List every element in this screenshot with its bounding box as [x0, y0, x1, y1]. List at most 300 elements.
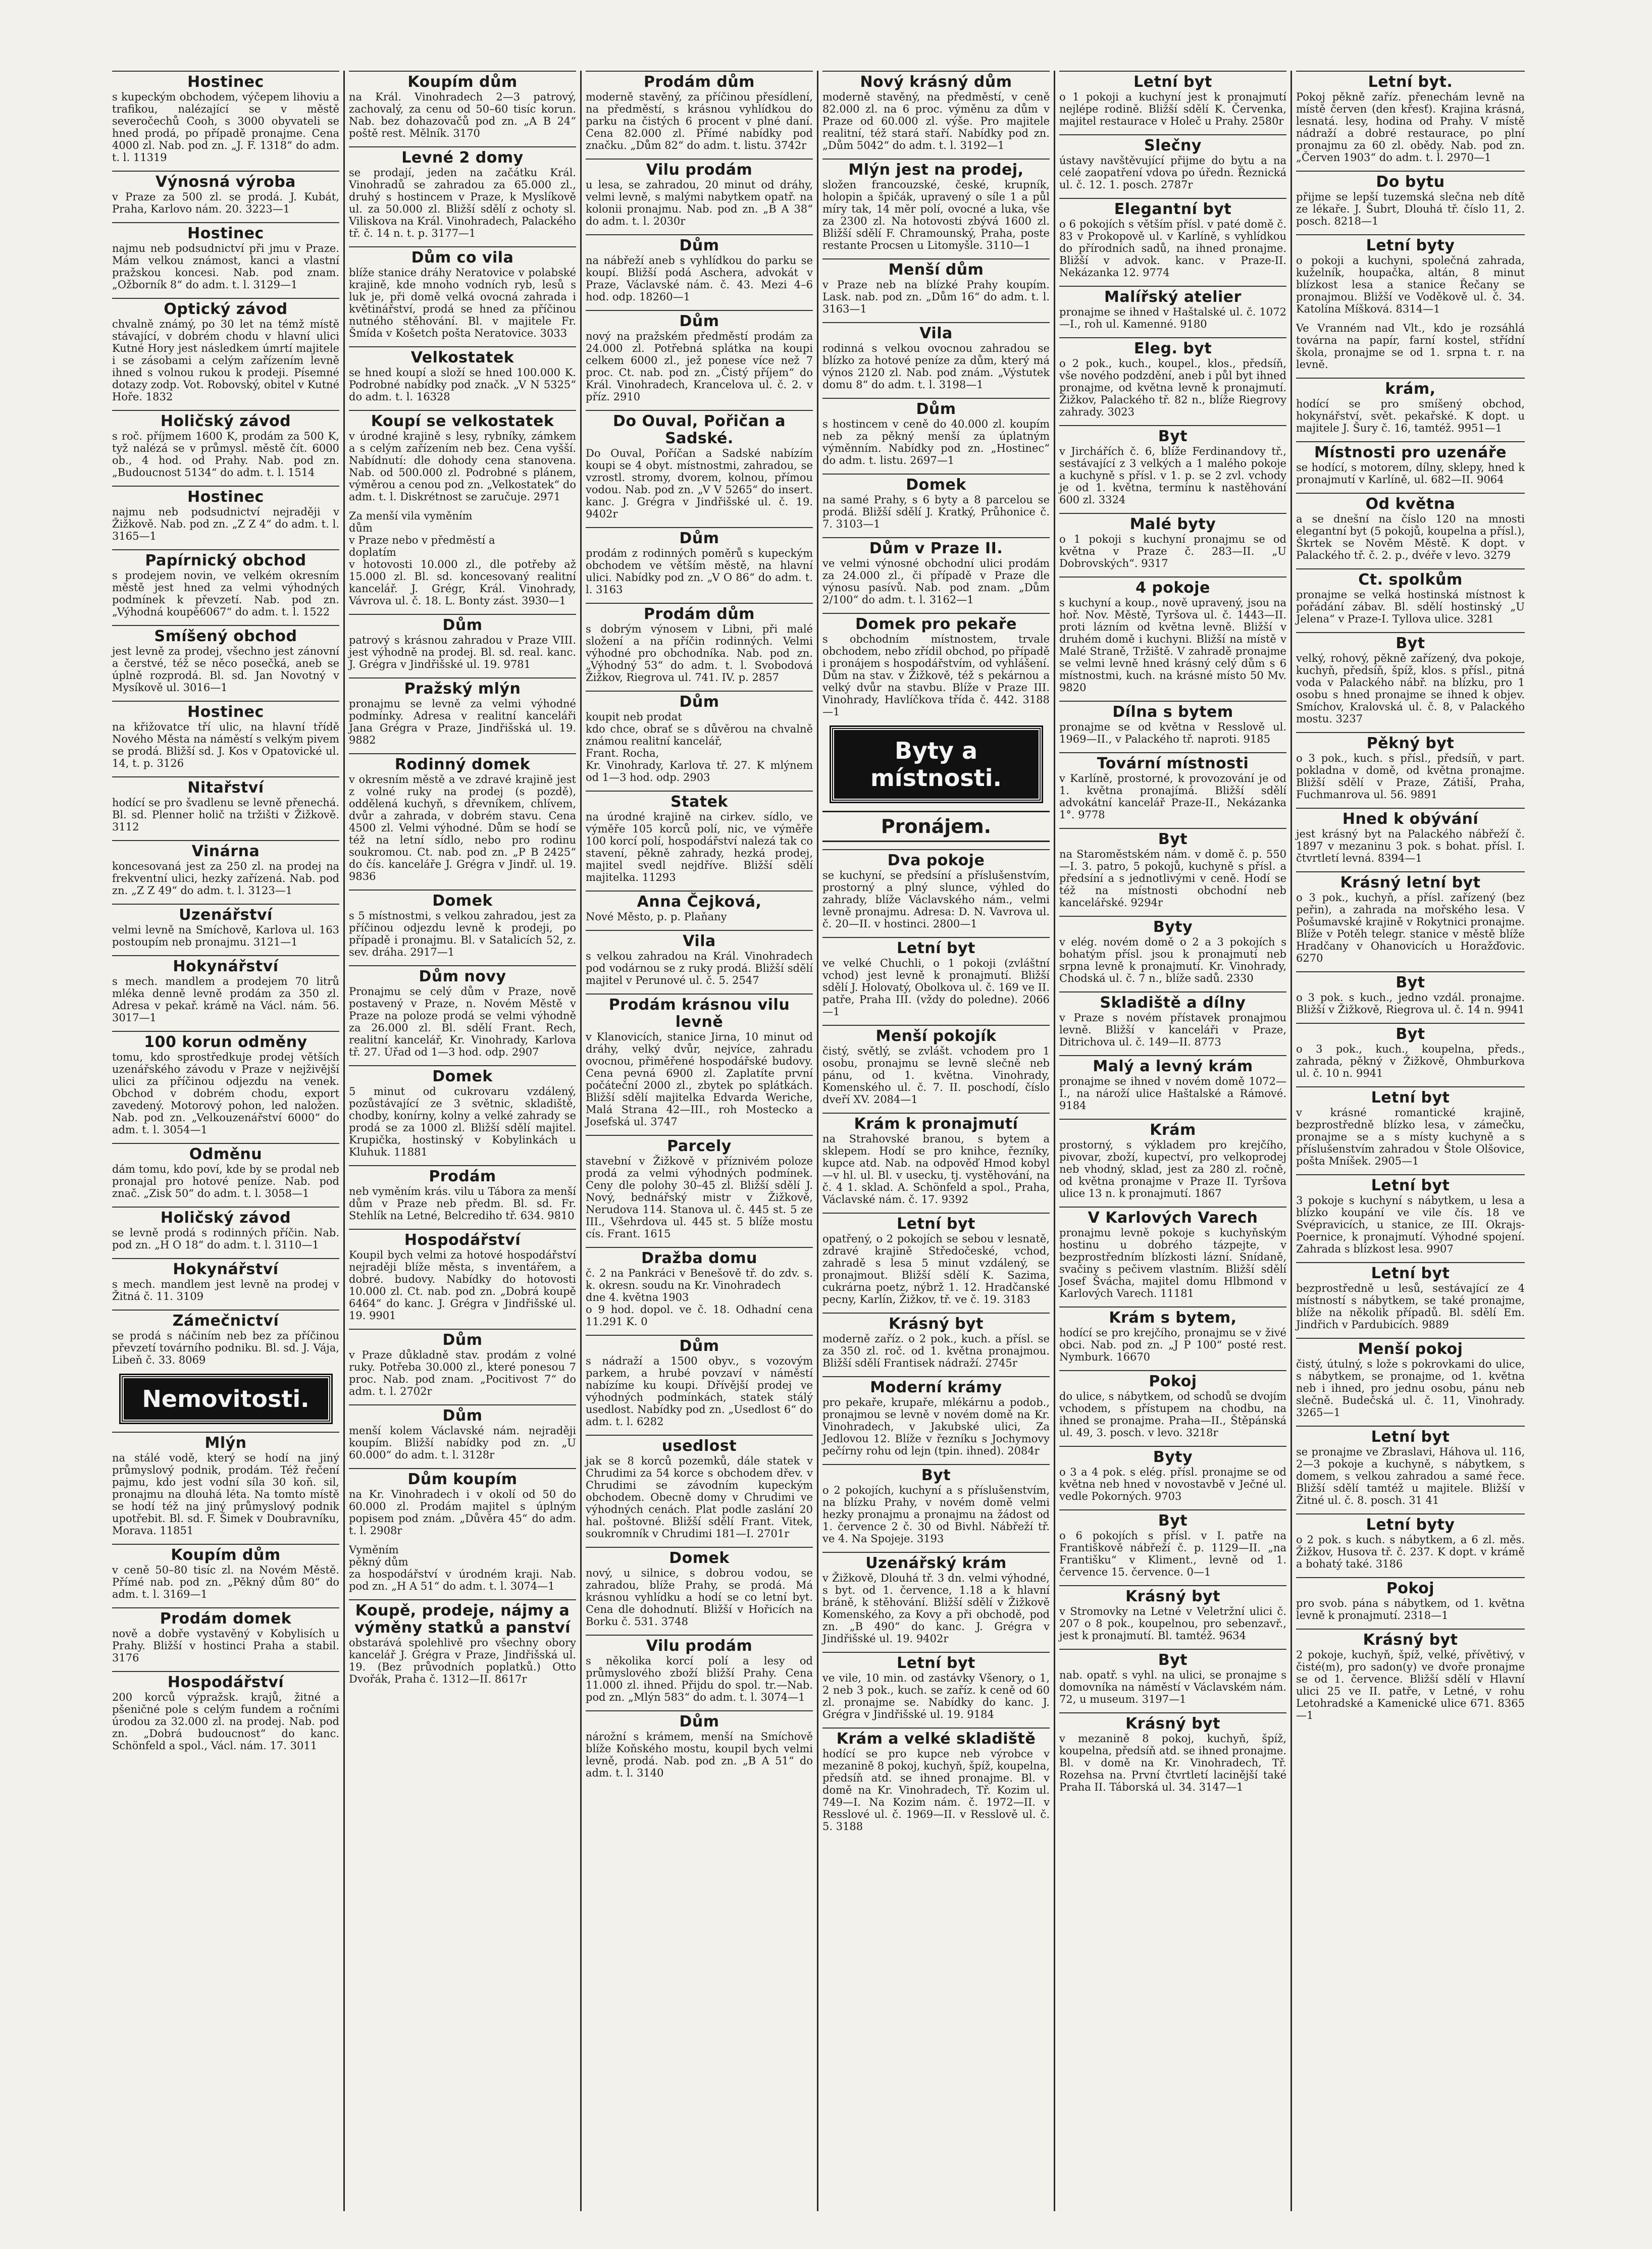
classified-ad: [112, 486, 343, 542]
classified-ad: [822, 537, 1053, 606]
classified-ad: [822, 937, 1053, 1018]
ad-body: s několika korcí polí a lesy od průmyslového zboží bližší Prahy. Cena 11.000 zl. ihned. Přijdu do spol. tr.—Nab. pod zn. „Mlýn 583“ do adm. t. l. 3074—1: [586, 1655, 816, 1703]
classified-ad: [586, 1135, 816, 1240]
ad-title: Optický závod: [112, 298, 339, 318]
ad-body: v elég. novém domě o 2 a 3 pokojích s bohatým přísl. jsou k pronajmutí neb srpna levně k pronajmutí. Kr. Vinohrady, Chodská ul. č. 7 n., blíže sadů. 2330: [1059, 936, 1290, 984]
ad-title: Vinárna: [112, 840, 339, 860]
ad-title: Dům: [822, 398, 1050, 418]
classified-ad: [1059, 991, 1290, 1048]
classified-ad: [586, 1247, 813, 1328]
classified-ad: [112, 904, 343, 948]
ad-body: se hned koupí a složí se hned 100.000 K. Podrobné nabídky pod značk. „V N 5325“ do adm. t. l. 16328: [349, 367, 580, 403]
ad-title: Nitařství: [112, 776, 339, 797]
classified-ad: [349, 346, 580, 403]
ad-title: Dům: [349, 614, 576, 634]
ad-title: Krásný byt: [1059, 1712, 1286, 1733]
ad-body: stavební v Žižkově v příznivém poloze prodá za velmi výhodných podmínek. Ceny dle polohy 30–45 zl. Bližší sdělí J. Nový, bednářský mistr v Žižkově, Nerudova 114. Stanova ul. č. 445 st. 5 ze III., Všehrdova ul. 445 st. 5 blíže mostu cís. Frant. 1615: [586, 1155, 816, 1240]
ad-body: na křižovatce tří ulic, na hlavní třídě Nového Města na náměstí s velkým pivem se prodá. Bližší sd. J. Kos v Opatovické ul. 14, t. p. 3126: [112, 721, 343, 769]
classified-ad: [349, 1599, 580, 1685]
ad-body: o 1 pokoji a kuchyní jest k pronajmutí nejlépe rodině. Bližší sdělí K. Červenka, majitel restaurace v Holeč u Prahy. 2580r: [1059, 91, 1290, 127]
ad-title: Hokynářství: [112, 1258, 339, 1278]
ad-body: s obchodním místnostem, trvale obchodem, nebo zřídil obchod, po případě i pronájem s hospodářstvím, od vyhlášení. Dům na stav. v Žižkově, též s pekárnou a velký dvůr na stavbu. Blíže v Praze III. Vinohrady, Havlíčkova třída č. 442. 3188—1: [822, 633, 1053, 718]
ad-title: Holičský závod: [112, 1207, 339, 1227]
ad-title: Pražský mlýn: [349, 677, 576, 698]
ad-body: najmu neb podsudnictví při jmu v Praze. Mám velkou známost, kanci a vlastní pražskou koncesi. Nab. pod znam. „Ožborník 8“ do adm. t. l. 3129—1: [112, 242, 343, 291]
ad-body: tomu, kdo sprostředkuje prodej větších uzenářského závodu v Praze v nejživější ulici za příčinou odjezdu na venek. Obchod v dobrém chodu, export zavedený. Motorový pohon, led naložen. Nab. pod zn. „Velkouzenářství 6000“ do adm. t. l. 3054—1: [112, 1051, 343, 1136]
classified-ad: [112, 1432, 343, 1537]
column-1: [108, 71, 345, 2211]
classified-ad: [112, 1607, 343, 1664]
classified-ad: [1059, 337, 1290, 418]
ad-title: Letní byt: [1059, 71, 1286, 91]
column-2: [345, 71, 582, 2211]
ad-body: v okresním městě a ve zdravé krajině jest z volné ruky na prodej (s pozdě), oddělená kuchyň, s dřevníkem, chlívem, dvůr a zahrada, v dobrém stavu. Cena 4500 zl. Velmi výhodné. Dům se hodí se též na letní sídlo, nebo pro rodinu soukromou. Ct. nab. pod zn. „P B 2425“ do čís. kanceláře J. Grégra v Jindř. ul. 19. 9836: [349, 773, 580, 882]
classified-ad: [1059, 577, 1290, 694]
classified-ad: [822, 1313, 1053, 1369]
classified-ad: [586, 1710, 816, 1779]
ad-title: Krásný byt: [822, 1313, 1050, 1333]
classified-ad: [822, 1728, 1053, 1833]
ad-title: Byt: [1059, 828, 1286, 848]
classified-ad: [586, 1635, 816, 1703]
ad-title: Koupě, prodeje, nájmy a výměny statků a panství: [349, 1599, 576, 1637]
ad-body: s nádraží a 1500 obyv., s vozovým parkem, a hrubé povzaví v náměstí nabízíme ku koupi. Dřívější prodej ve výhodných podmínkách, statek stálý usedlost. Nabídky pod zn. „Usedlost 6“ do adm. t. l. 6282: [586, 1355, 816, 1428]
classified-ad: [349, 614, 580, 670]
ad-title: Letní byt: [1296, 1262, 1525, 1282]
ad-body: se prodá s náčiním neb bez za příčinou převzetí továrního podniku. Bl. sd. J. Vája, Libeň č. 33. 8069: [112, 1330, 343, 1366]
classified-ad: [822, 613, 1053, 718]
ad-title: Koupím dům: [112, 1544, 339, 1564]
ad-body: s velkou zahradou na Král. Vinohradech pod vodárnou se z ruky prodá. Bližší sdělí majitel v Perunové ul. č. 5. 2547: [586, 950, 816, 986]
classified-ad: [349, 677, 580, 746]
ad-body: v ceně 50–80 tisíc zl. na Novém Městě. Přímé nab. pod zn. „Pěkný dům 80“ do adm. t. l. 3169—1: [112, 1564, 343, 1600]
ad-title: Dílna s bytem: [1059, 701, 1286, 721]
ad-body: hodící se pro smíšený obchod, hokynářství, svět. pekařské. K dopt. u majitele J. Šury č. 16, tamtéž. 9951—1: [1296, 398, 1528, 434]
classified-ad: [112, 1031, 343, 1136]
classified-ad: [1296, 378, 1528, 434]
ad-body: na Strahovské branou, s bytem a sklepem. Hodí se pro knihce, řezníky, kupce atd. Nab. na odpověď Hmod kobyl—v hl. ul. Bl. v usecku, tj. vystěhování, na č. 4 1. sklad. A. Schönfeld a spol., Praha, Václavské nám. č. 17. 9392: [822, 1133, 1053, 1206]
ad-title: Byty: [1059, 1446, 1286, 1466]
classified-ad: [112, 410, 343, 479]
ad-title: Hostinec: [112, 486, 339, 506]
classified-ad: [112, 222, 343, 291]
ad-body: moderně stavěný, na předměstí, v ceně 82.000 zl. na 6 proc. výměnu za dům v Praze od 60.000 zl. výše. Pro majitele realitní, též stará staří. Nabídky pod zn. „Dům 5042“ do adm. t. l. 3192—1: [822, 91, 1053, 151]
ad-title: Letní byt: [822, 937, 1050, 957]
ad-body: č. 2 na Pankráci v Benešově tř. do zdv. s. k. okresn. soudu na Kr. Vinohradech dne 4. května 1903 o 9 hod. dopol. ve č. 18. Odhadní cena 11.291 K. 0: [586, 1267, 813, 1328]
classified-ad: [1296, 1629, 1528, 1721]
column-6: [1292, 71, 1529, 2211]
ad-title: Skladiště a dílny: [1059, 991, 1286, 1012]
ad-body: o 3 a 4 pok. s elég. přísl. pronajme se od května neb hned v novostavbě v Ječné ul. vedle Pokorných. 9703: [1059, 1466, 1290, 1502]
ad-title: Krásný letní byt: [1296, 871, 1525, 892]
ad-title: Menší pokoj: [1296, 1338, 1525, 1358]
ad-body: o 6 pokojích s přísl. v I. patře na Františkově nábřeží č. p. 1129—II. „na Františku“ v Kliment., levně od 1. července 15. července. 0—1: [1059, 1530, 1290, 1578]
ad-body: moderně stavěný, za příčinou přesídlení, na předměstí, s krásnou vyhlídkou do parku na čistých 6 procent v plné daní. Cena 82.000 zl. Přímé nabídky pod značku. „Dům 82“ do adm. t. listu. 3742r: [586, 91, 816, 151]
ad-title: Hokynářství: [112, 955, 339, 975]
classified-ad: [349, 1329, 580, 1397]
classified-ad: [1296, 971, 1528, 1016]
classified-ad: [1296, 1262, 1528, 1331]
ad-body: s roč. příjmem 1600 K, prodám za 500 K, tyž nalézá se v průmysl. městě čít. 6000 ob., 4 hod. od Prahy. Nab. pod zn. „Budoucnost 5134“ do adm. t. l. 1514: [112, 430, 343, 479]
ad-body: na nábřeží aneb s vyhlídkou do parku se koupí. Bližší podá Aschera, advokát v Praze, Václavské nám. č. 43. Mezi 4–6 hod. odp. 18260—1: [586, 254, 816, 303]
ad-body: se hodící, s motorem, dílny, sklepy, hned k pronajmutí v Karlíně, ul. 682—II. 9064: [1296, 461, 1528, 486]
ad-title: 4 pokoje: [1059, 577, 1286, 597]
ad-title: Krám: [1059, 1119, 1286, 1139]
ad-body: pronajme se velká hostinská místnost k pořádání zábav. Bl. sdělí hostinský „U Jelena“ v Praze-I. Tyllova ulice. 3281: [1296, 589, 1528, 625]
classified-ad: [822, 474, 1053, 530]
ad-body: Ve Vranném nad Vlt., kdo je rozsáhlá továrna na papír, farní kostel, střídní škola, pronajme se od 1. srpna t. r. na levně.: [1296, 322, 1528, 371]
classified-ad: [586, 1547, 816, 1628]
ad-title: Byt: [1296, 971, 1525, 991]
ad-body: pronajmu levně pokoje s kuchyňským hostinu u dobrého tázpejte, v bezprostředním blízkosti lázní. Snídaně, svačiny s pečivem vlastním. Bližší sdělí Josef Švácha, majitel domu Hlbmond v Karlových Varech. 11181: [1059, 1227, 1290, 1299]
ad-body: opatřený, o 2 pokojích se sebou v lesnatě, zdravé krajině Středočeské, vchod, zahradě s lesa 5 minut vzdálený, se pronajmout. Bližší sdělí K. Sazima, cukrárna poetz, nýbrž 1. 12. Hradčanské pecny, Karlín, Žižkov, tř. ve č. 19. 3183: [822, 1233, 1053, 1305]
ad-title: Letní byt: [1296, 1086, 1525, 1107]
classified-ad: [112, 701, 343, 769]
ad-title: usedlost: [586, 1435, 813, 1455]
ad-title: Pokoj: [1059, 1370, 1286, 1390]
ad-body: prodám z rodinných poměrů s kupeckým obchodem ve větším městě, na hlavní ulici. Nabídky pod zn. „V O 86“ do adm. t. l. 3163: [586, 547, 816, 596]
ad-body: o 1 pokoji s kuchyní pronajmu se od května v Praze č. 283—II. „U Dobrovských“. 9317: [1059, 533, 1290, 569]
ad-title: Byty: [1059, 916, 1286, 936]
ad-body: čistý, útulný, s lože s pokrovkami do ulice, s nábytkem, se pronajme, od 1. května neb i ihned, pro jednu osobu, pánu neb slečně. Budečská ul. č. 11, Vinohrady. 3265—1: [1296, 1358, 1528, 1419]
ad-title: Byt: [1059, 425, 1286, 445]
ad-title: Od května: [1296, 493, 1525, 513]
ad-body: hodící se pro kupce neb výrobce v mezanině 8 pokoj, kuchyň, špíž, koupelna, předsíň atd. se ihned pronajme. Bl. v domě na Kr. Vinohradech, Tř. Kozim ul. 749—I. Na Kozim nám. č. 1972—II. v Resslové ul. č. 1969—II. v Resslově ul. č. 5. 3188: [822, 1748, 1053, 1833]
classified-ad: [112, 1207, 343, 1251]
ad-title: Malý a levný krám: [1059, 1055, 1286, 1075]
ad-title: Krám a velké skladiště: [822, 1728, 1050, 1748]
ad-body: o 2 pokojích, kuchyní a s příslušenstvím, na blízku Prahy, v novém domě velmi hezky pronajmu a pronajmu na žádost od 1. července 2 č. 30 od Bivhl. Nábřeží tř. ve 4. Na Spojeje. 3193: [822, 1484, 1053, 1545]
ad-title: Pěkný byt: [1296, 732, 1525, 752]
classified-ad: [349, 890, 580, 958]
ad-title: Domek: [586, 1547, 813, 1567]
ad-title: Dům: [586, 234, 813, 254]
classified-ad: [586, 410, 816, 520]
classified-ad: [1296, 493, 1528, 561]
ad-title: Statek: [586, 791, 813, 811]
classified-ad: [112, 955, 343, 1024]
ad-body: Pronajmu se celý dům v Praze, nově postavený v Praze, n. Novém Městě v Praze na poloze prodá se velmi výhodně za 26.000 zl. Bl. sdělí Frant. Rech, realitní kancelář, Kr. Vinohrady, Karlova tř. 27. Úřad od 1—3 hod. odp. 2907: [349, 985, 580, 1058]
ad-title: Dům: [349, 1404, 576, 1425]
ad-body: v úrodné krajině s lesy, rybníky, zámkem a s celým zařízením neb bez. Cena vyšší. Nabídnutí: dle dohody cena stanovena. Nab. od 500.000 zl. Podrobné s plánem, výměrou a cenou pod zn. „Velkostatek“ do adm. t. l. Diskrétnost se zaručuje. 2971: [349, 430, 580, 503]
classified-ad: [112, 1258, 343, 1302]
ad-title: Smíšený obchod: [112, 625, 339, 645]
ad-body: Nové Město, p. p. Plaňany: [586, 911, 727, 923]
classified-ad: [1296, 871, 1528, 964]
ad-title: Byt: [822, 1464, 1050, 1484]
ad-body: na Staroměstském nám. v domě č. p. 550—I. 3. patro, 5 pokojů, kuchyně s přísl. a předsíní a s jednotlivými v ceně. Hodí se též na místnosti obchodní neb kancelářské. 9294r: [1059, 848, 1290, 909]
classified-ad: [1059, 198, 1290, 279]
classified-ad: [1059, 1370, 1290, 1439]
classified-ad: [112, 1671, 343, 1752]
classified-ad: [586, 930, 816, 986]
classified-ad: [586, 1435, 816, 1540]
classified-ad: [1296, 1426, 1528, 1506]
ad-body: Vyměním pěkný dům za hospodářství v úrodném kraji. Nab. pod zn. „H A 51“ do adm. t. l. 3074—1: [349, 1544, 576, 1592]
classified-ad: [1296, 234, 1528, 315]
ad-title: Dva pokoje: [822, 849, 1050, 869]
classified-ad: [1296, 632, 1528, 725]
ad-title: V Karlových Varech: [1059, 1207, 1286, 1227]
ad-title: Letní byt: [1296, 1174, 1525, 1194]
ad-body: na úrodné krajině na cirkev. sídlo, ve výměře 105 korců polí, nic, ve výměře 100 korcí polí, hospodářství nalezá tak co stavení, pěkně zahrady, hezká prodej, majitel svedl nejdříve. Bližší sdělí majitelka. 11293: [586, 811, 816, 883]
classified-ad: [1059, 1446, 1290, 1502]
ad-body: v Stromovky na Letné v Veletržní ulici č. 207 o 8 pok., koupelnou, pro sebenzavř., jest k pronajmutí. Bl. tamtéž. 9634: [1059, 1605, 1290, 1642]
ad-body: na stálé vodě, který se hodí na jiný průmyslový podnik, prodám. Též řečení pajmu, kdo jest vodní síla 30 koň. sil, pronajmu na dlouhá léta. Na tomto místě se hodí též na jiný průmyslový podnik upotřebit. Bl. sd. F. Šimek v Doubravníku, Morava. 11851: [112, 1452, 343, 1537]
ad-body: prostorný, s výkladem pro krejčího, pivovar, zboží, kupectví, pro velkoprodej neb vhodný, sklad, jest za 280 zl. ročně, od května pronajme v Praze II. Tyršova ulice 13 n. k pronajmutí. 1867: [1059, 1139, 1290, 1199]
classified-ad: [349, 753, 580, 882]
classified-ad: [1059, 752, 1290, 821]
ad-body: jest levně za prodej, všechno jest zánovní a čerstvé, též se něco posečká, aneb se úplně rozprodá. Bl. sd. Jan Novotný v Mysíkově ul. 3016—1: [112, 645, 343, 694]
column-3: [582, 71, 818, 2211]
classified-ad: [822, 1213, 1053, 1305]
ad-title: Velkostatek: [349, 346, 576, 367]
classified-ad: [1059, 828, 1290, 909]
ad-body: Za menší vila vyměním dům v Praze nebo v předměstí a doplatím v hotovosti 10.000 zl., dle potřeby až 15.000 zl. Bl. sd. koncesovaný realitní kancelář. J. Grégr, Král. Vinohrady, Vávrova ul. č. 18. L. Bonty zást. 3930—1: [349, 510, 576, 607]
column-5: [1055, 71, 1292, 2211]
ad-title: Letní byt: [822, 1213, 1050, 1233]
ad-title: Dům co vila: [349, 246, 576, 267]
classified-ad: [1296, 1513, 1528, 1570]
ad-title: Letní byty: [1296, 1513, 1525, 1534]
ad-body: se prodají, jeden na začátku Král. Vinohradů se zahradou za 65.000 zl., druhý s hostincem v Praze, k Myslíkově ul. za 50.000 zl. Bližší sdělí z ochoty sl. Viliskova na Král. Vinohradech, Palackého tř. č. 14 n. t. p. 3177—1: [349, 167, 580, 239]
classified-ad: [349, 510, 576, 607]
ad-body: obstarává spolehlivě pro všechny obory kancelář J. Grégra v Praze, Jindřišská ul. 19. (Bez průvodních poplatků.) Otto Dvořák, Praha č. 1312—II. 8617r: [349, 1637, 580, 1685]
section-heading: Pronájem.: [822, 811, 1050, 842]
ad-body: v Praze s novém přístavek pronajmou levně. Bližší v kanceláři v Praze, Ditrichova ul. č. 149—II. 8773: [1059, 1012, 1290, 1048]
ad-title: Dům: [586, 1710, 813, 1731]
ad-body: 2 pokoje, kuchyň, špíž, velké, přívětivý, v čisté(m), pro sadon(y) ve dvoře pronajme se od 1. července. Bližší sdělí v Hlavní ulici 25 ve II. patře, v Letné, v rohu Letohradské a Kamenické ulice 671. 8365—1: [1296, 1649, 1528, 1721]
ad-body: Koupil bych velmi za hotové hospodářství nejraději blíže města, s inventářem, a dobré. budovy. Nabídky do hotovosti 10.000 zl. Ct. nab. pod zn. „Dobrá koupě 6464“ do kanc. J. Grégra v Jindřišské ul. 19. 9901: [349, 1249, 580, 1322]
ad-title: Letní byt: [822, 1652, 1050, 1672]
ad-title: Dům koupím: [349, 1468, 576, 1488]
ad-body: s dobrým výnosem v Libni, při malé složení a na příčin rodinných. Velmi výhodné pro obchodníka. Nab. pod zn. „Výhodný 53“ do adm. t. l. Svobodová Žižkov, Riegrova ul. 741. IV. p. 2857: [586, 623, 816, 684]
ad-body: v Praze důkladně stav. prodám z volné ruky. Potřeba 30.000 zl., které ponesou 7 proc. Nab. pod znam. „Pocitivost 7“ do adm. t. l. 2702r: [349, 1349, 580, 1397]
ad-title: Dražba domu: [586, 1247, 813, 1267]
classified-ad: [349, 1468, 580, 1537]
ad-body: rodinná s velkou ovocnou zahradou se blízko za hotové peníze za dům, který má výnos 2120 zl. Nab. pod znám. „Výstutek domu 8“ do adm. t. l. 3198—1: [822, 342, 1053, 391]
ad-title: Dům: [586, 527, 813, 547]
ad-title: Odměnu: [112, 1143, 339, 1163]
ad-title: Do bytu: [1296, 171, 1525, 191]
ad-title: Nový krásný dům: [822, 71, 1050, 91]
ad-title: Prodám krásnou vilu levně: [586, 993, 813, 1031]
classified-ad: [112, 171, 343, 215]
classified-ad: [349, 246, 580, 339]
ad-body: menší kolem Václavské nám. nejraději koupím. Bližší nabídky pod zn. „U 60.000“ do adm. t. l. 3128r: [349, 1425, 580, 1461]
ad-body: v Praze za 500 zl. se prodá. J. Kubát, Praha, Karlovo nám. 20. 3223—1: [112, 191, 343, 215]
classified-ad: [1059, 134, 1290, 191]
classified-ad: [822, 398, 1053, 466]
classified-ad: [1059, 425, 1290, 506]
ad-title: Dům: [586, 1335, 813, 1355]
classified-ad: [1059, 1585, 1290, 1642]
ad-body: nově a dobře vystavěný v Kobylisích u Prahy. Bližší v hostinci Praha a stabil. 3176: [112, 1628, 343, 1664]
ad-body: najmu neb podsudnictví nejraději v Žižkově. Nab. pod zn. „Z Z 4“ do adm. t. l. 3165—1: [112, 506, 343, 542]
classified-ad: [586, 691, 813, 783]
ad-body: koupit neb prodat kdo chce, obrať se s důvěrou na chvalně známou realitní kancelář, Frant. Rocha, Kr. Vinohrady, Karlova tř. 27. K mlýnem od 1—3 hod. odp. 2903: [586, 711, 813, 783]
ad-body: v krásné romantické krajině, bezprostředně blízko lesa, v zámečku, pronajme se a s místy kuchyně a s příslušenstvím zahradou v Štole Olšovice, pošta Mníšek. 2905—1: [1296, 1107, 1528, 1167]
classified-ad: [349, 146, 580, 239]
ad-body: pronajmu se levně za velmi výhodné podmínky. Adresa v realitní kanceláři Jana Grégra v Praze, Jindřišská ul. 19. 9882: [349, 698, 580, 746]
ad-body: a se dnešní na číslo 120 na mnosti elegantní byt (5 pokojů, koupelna a přísl.), Škrtek se Nověm Městě. K dopt. v Palackého tř. č. 2. p., dvéře v levo. 3279: [1296, 513, 1528, 561]
ad-body: v Karlíně, prostorné, k provozování je od 1. května pronajímá. Bližší sdělí advokátní kancelář Praze-II., Nekázanka 1°. 9778: [1059, 772, 1290, 821]
ad-body: neb vyměním krás. vilu u Tábora za menší dům v Praze neb předm. Bl. sd. Fr. Stehlík na Letné, Belcrediho tř. 634. 9810: [349, 1185, 580, 1222]
ad-title: Dům novy: [349, 965, 576, 985]
classified-ad: [822, 159, 1053, 251]
classified-ad: [1296, 1086, 1528, 1167]
ad-title: Eleg. byt: [1059, 337, 1286, 357]
ad-title: Holičský závod: [112, 410, 339, 430]
section-banner: Nemovitosti.: [121, 1375, 331, 1423]
classified-ad: [822, 1652, 1053, 1720]
ad-body: složen francouzské, české, krupník, holopin a špičák, upravený o síle 1 a půl míry tak, 14 měr polí, ovocné a luka, vše za 2300 zl. Na hotovosti zbývá 1600 zl. Bližší sdělí F. Chramounský, Praha, poste restante Procsen u Litomyšle. 3110—1: [822, 179, 1053, 251]
ad-body: v Jirchářích č. 6, blíže Ferdinandovy tř., sestávající z 3 velkých a 1 malého pokoje a kuchyně s přísl. v 1. p. se 2 zvl. vchody je od 1. května, termínu k nastěhování 600 zl. 3324: [1059, 445, 1290, 506]
ad-body: moderně zaříz. o 2 pok., kuch. a přísl. se za 350 zl. roč. od 1. května pronajmou. Bližší sdělí Frantisek nádraží. 2745r: [822, 1333, 1053, 1369]
classified-ad: [112, 776, 343, 833]
ad-body: s mech. mandlem a prodejem 70 litrů mléka denně levně prodám za 350 zl. Adresa v pekař. krámě na Václ. nám. 56. 3017—1: [112, 975, 343, 1024]
ad-body: o pokoji a kuchyni, společná zahrada, kuželník, houpačka, altán, 8 minut blízkost lesa a stanice Řečany se pronajmou. Bližší ve Voděkově ul. č. 34. Katolína Míšková. 8314—1: [1296, 254, 1528, 315]
ad-body: 200 korců výpražsk. krajů, žitné a pšeničné pole s celým fundem a ročními úrodou za 32.000 zl. na prodej. Nab. pod zn. „Dobrá budoucnost“ do kanc. Schönfeld a spol., Václ. nám. 17. 3011: [112, 1691, 343, 1752]
classified-ad: [1059, 1306, 1290, 1363]
ad-title: Koupí se velkostatek: [349, 410, 576, 430]
classified-ad: [112, 1310, 343, 1366]
classified-ad: [1059, 916, 1290, 984]
ad-title: Byt: [1059, 1509, 1286, 1530]
ad-body: 3 pokoje s kuchyní s nábytkem, u lesa a blízko koupání ve vile čís. 18 ve Svépravicích, u stanice, ze III. Okrajs-Poernice, k pronajmutí. Výhodné spojení. Zahrada s blízkost lesa. 9907: [1296, 1194, 1528, 1255]
classified-ad: [586, 71, 816, 151]
ad-title: Byt: [1296, 1023, 1525, 1043]
ad-body: pronajme se od května v Resslově ul. 1969—II., v Palackého tř. naproti. 9185: [1059, 721, 1290, 745]
ad-body: o 3 pok., kuch. s přísl., předsíň, v part. pokladna v domě, od května pronajme. Bližší sdělí v Praze, Zátiší, Praha, Fuchmanrova ul. 56. 9891: [1296, 752, 1528, 801]
ad-title: Malé byty: [1059, 513, 1286, 533]
ad-title: Hostinec: [112, 71, 339, 91]
ad-body: Pokoj pěkně zaříz. přenechám levně na místě červen (den křesť). Krajina krásná, lesnatá. lesy, hodina od Prahy. V místě nádraží a dobré restaurace, po plní pronajmu za 60 zl. obědy. Nab. pod zn. „Červen 1903“ do adm. t. l. 2970—1: [1296, 91, 1528, 164]
classified-ad: [586, 159, 816, 227]
ad-title: Mlýn jest na prodej,: [822, 159, 1050, 179]
classified-ad: [822, 1113, 1053, 1206]
ad-body: nový, u silnice, s dobrou vodou, se zahradou, blíže Prahy, se prodá. Má krásnou vyhlídku a hodí se co letní byt. Cena dle dohodnutí. Bližší v Hořicích na Borku č. 531. 3748: [586, 1567, 816, 1628]
ad-body: na samé Prahy, s 6 byty a 8 parcelou se prodá. Bližší sdělí J. Kratký, Průhonice č. 7. 3103—1: [822, 494, 1053, 530]
ad-title: Menší pokojík: [822, 1025, 1050, 1045]
ad-title: Uzenářství: [112, 904, 339, 924]
ad-title: Dům: [586, 310, 813, 330]
classified-ad: [349, 71, 580, 139]
ad-title: Dům: [349, 1329, 576, 1349]
ad-body: jak se 8 korců pozemků, dále statek v Chrudimi za 54 korce s obchodem dřev. v Chrudimi se závodním kupeckým obchodem. Obecně domy v Chrudimi ve výhodných cenách. Plat podle zaslání 20 hal. poštovné. Bližší sdělí Frant. Vitek, soukromník v Chrudimi 181—I. 2701r: [586, 1455, 816, 1540]
classified-ad: [586, 310, 816, 403]
classified-ad: [586, 993, 816, 1128]
ad-body: čistý, světlý, se zvlášt. vchodem pro 1 osobu, pronajmu se levně slečně neb pánu, od 1. května. Vinohrady, Komenského ul. č. 7. II. poschodí, číslo dveří XV. 2084—1: [822, 1045, 1053, 1106]
ad-title: Do Ouval, Pořičan a Sadské.: [586, 410, 813, 447]
ad-title: Prodám: [349, 1165, 576, 1185]
ad-body: chvalně známý, po 30 let na témž místě stávající, v dobrém chodu v hlavní ulici Kutné Hory jest následkem úmrtí majitele i se zásobami a celým zařízením levně ihned s volnou rukou k prodeji. Písemné dotazy zodp. Vot. Robovský, obitel v Kutné Hoře. 1832: [112, 318, 343, 403]
ad-title: Malířský atelier: [1059, 286, 1286, 306]
ad-title: Hned k obývání: [1296, 808, 1525, 828]
ad-body: koncesovaná jest za 250 zl. na prodej na frekventní ulici, hezky zařízená. Nab. pod zn. „Z Z 49“ do adm. t. l. 3123—1: [112, 860, 343, 897]
classified-ad: [586, 791, 816, 883]
classified-ad: [1059, 1509, 1290, 1578]
classified-ad: [586, 603, 816, 684]
classified-ad: [1059, 1055, 1290, 1112]
classified-ad: [349, 965, 580, 1058]
classified-ad: [112, 840, 343, 897]
ad-body: s kuchyní a koup., nově upravený, jsou na hoř. Nov. Městě, Tyršova ul. č. 1443—II. proti lázním od května levně. Bližší v druhém domě i kuchyni. Bližší na místě v Malé Straně, Tržiště. V zahradě pronajme se velmi levně hned krásný celý dům s 6 místnostmi, kuch. na krásné místo 50 Mv. 9820: [1059, 597, 1290, 694]
ad-body: blíže stanice dráhy Neratovice v polabské krajině, kde mnoho vodních ryb, lesů s luk je, při domě velká ovocná zahrada i květinářství, prodá se hned za příčinou nutného stěhování. Bl. v majitele Fr. Šmída v Košetch pošta Neratovice. 3033: [349, 267, 580, 339]
ad-body: v Žižkově, Dlouhá tř. 3 dn. velmi výhodné, s byt. od 1. července, 1.18 a k hlavní bráně, k stěhování. Bližší sdělí v Žižkově Komenského, za Kovy a při obchodě, pod zn. „B 490“ do kanc. J. Grégra v Jindřišské ul. 19. 9402r: [822, 1572, 1053, 1645]
ad-title: Uzenářský krám: [822, 1552, 1050, 1572]
classified-ad: [586, 234, 816, 303]
ad-body: se levně prodá s rodinných příčin. Nab. pod zn. „H O 18“ do adm. t. l. 3110—1: [112, 1227, 343, 1251]
column-4: [818, 71, 1055, 2211]
ad-body: hodící se pro krejčího, pronajmu se v živé obci. Nab. pod zn. „J P 100“ posté rest. Nymburk. 16670: [1059, 1327, 1290, 1363]
ad-title: 100 korun odměny: [112, 1031, 339, 1051]
ad-body: hodící se pro švadlenu se levně přenechá. Bl. sd. Plenner holič na tržišti v Žižkově. 3112: [112, 797, 343, 833]
classified-ad: [1059, 1119, 1290, 1199]
ad-title: Dům v Praze II.: [822, 537, 1050, 557]
ad-title: Prodám domek: [112, 1607, 339, 1628]
ad-body: dám tomu, kdo poví, kde by se prodal neb pronajal pro hotové peníze. Nab. pod znač. „Zisk 50“ do adm. t. l. 3058—1: [112, 1163, 343, 1199]
ad-title: Hostinec: [112, 701, 339, 721]
ad-body: Do Ouval, Poříčan a Sadské nabízím koupi se 4 obyt. místnostmi, zahradou, se vzrostl. stromy, dvorem, kolnou, přímou vodou. Nab. pod zn. „V V 5265“ do insert. kanc. J. Grégra v Jindřišské ul. č. 19. 9402r: [586, 447, 816, 520]
ad-title: Vila: [586, 930, 813, 950]
classified-ad: [822, 1552, 1053, 1645]
ad-body: se pronajme ve Zbraslavi, Háhova ul. 116, 2—3 pokoje a kuchyně, s nábytkem, s domem, s velkou zahradou a samé řece. Bližší sdělí tamtéž u majitele. Bližší v Žitné ul. č. 8. posch. 31 41: [1296, 1446, 1528, 1506]
ad-title: Výnosná výroba: [112, 171, 339, 191]
classified-ad: [349, 1404, 580, 1461]
classified-ad: [112, 549, 343, 618]
ad-body: s kupeckým obchodem, výčepem lihoviu a trafikou, nalézající se v městě severočechů Cooh, s 3000 obyvateli se hned prodá, po případě pronajme. Cena 4000 zl. Nab. pod zn. „J. F. 1318“ do adm. t. l. 11319: [112, 91, 343, 164]
classified-ad: [822, 258, 1053, 315]
classified-ad: [112, 1143, 343, 1199]
ad-title: Ct. spolkům: [1296, 568, 1525, 589]
classified-ad: [112, 1544, 343, 1600]
section-banner: Byty a místnosti.: [831, 727, 1042, 802]
classified-ad: [1059, 286, 1286, 330]
ad-title: Letní byty: [1296, 234, 1525, 254]
ad-title: Letní byt.: [1296, 71, 1525, 91]
ad-title: Hospodářství: [112, 1671, 339, 1691]
ad-title: Rodinný domek: [349, 753, 576, 773]
ad-title: Vilu prodám: [586, 159, 813, 179]
classified-ad: [1296, 441, 1528, 486]
ad-body: s mech. mandlem jest levně na prodej v Žitná č. 11. 3109: [112, 1278, 343, 1302]
classified-ad: [586, 527, 816, 596]
classified-ad: [1059, 1649, 1290, 1705]
classified-ad: [1059, 1712, 1290, 1793]
ad-body: nárožní s krámem, menší na Smíchově blíže Koňského mostu, koupil bych velmi levně, prodá. Nab. pod zn. „B A 51“ do adm. t. l. 3140: [586, 1731, 816, 1779]
classified-ad: [112, 298, 343, 403]
ad-body: velký, rohový, pěkně zařízený, dva pokoje, kuchyň, předsíň, špíž, klos. s přísl., pitná voda v Palackého nábř. na blízku, pro 1 osobu s hned pronajme se ihned k objev. Smíchov, Kralovská ul. č. 8, v Palackého mostu. 3237: [1296, 652, 1528, 725]
classified-ad: [1059, 513, 1290, 569]
classified-ad: [1296, 732, 1528, 801]
classified-ad: [349, 410, 580, 503]
ad-body: ve vile, 10 min. od zastávky Všenory, o 1, 2 neb 3 pok., kuch. se zaříz. k ceně od 60 zl. pronajme se. Nabídky do kanc. J. Grégra v Jindřišské ul. 19. 9184: [822, 1672, 1053, 1720]
classified-ad: [349, 1065, 580, 1158]
ad-body: patrový s krásnou zahradou v Praze VIII. jest výhodně na prodej. Bl. sd. real. kanc. J. Grégra v Jindřišské ul. 19. 9781: [349, 634, 580, 670]
ad-title: Tovární místnosti: [1059, 752, 1286, 772]
ad-body: na Kr. Vinohradech i v okolí od 50 do 60.000 zl. Prodám majitel s úplným popisem pod znám. „Důvěra 45“ do adm. t. l. 2908r: [349, 1488, 580, 1537]
ad-title: Moderní krámy: [822, 1376, 1050, 1396]
classified-ad: [112, 71, 343, 164]
ad-body: v mezanině 8 pokoj, kuchyň, špíž, koupelna, předsíň atd. se ihned pronajme. Bl. v domě na Kr. Vinohradech, Tř. Rozehsa na. První čtvrtletí lacinější také Praha II. Táborská ul. 34. 3147—1: [1059, 1733, 1290, 1793]
ad-title: Levné 2 domy: [349, 146, 576, 167]
classified-ad: [1296, 568, 1528, 625]
classified-ad: [349, 1544, 576, 1592]
ad-title: Elegantní byt: [1059, 198, 1286, 218]
classified-ad: [586, 1335, 816, 1428]
ad-body: do ulice, s nábytkem, od schodů se dvojím vchodem, s přístupem na chodbu, na ihned se pronajme. Praha—II., Štěpánská ul. 49, 3. posch. v levo. 3218r: [1059, 1390, 1290, 1439]
